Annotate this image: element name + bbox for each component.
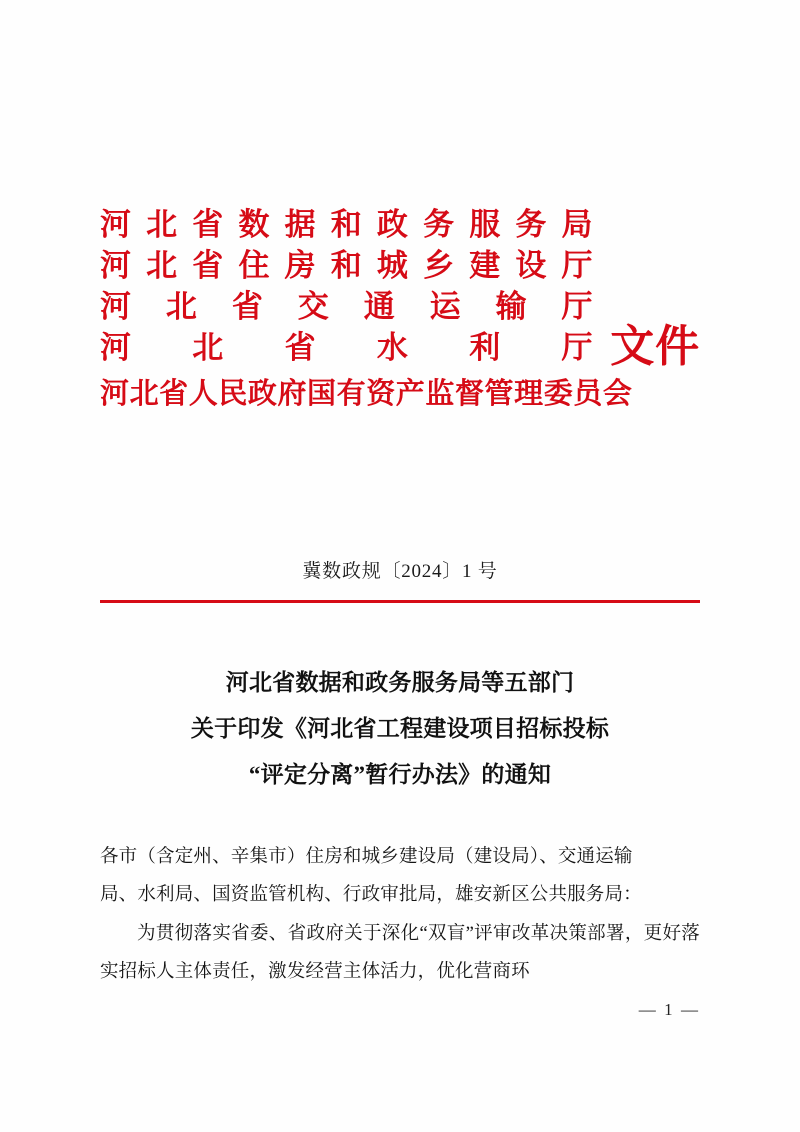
letterhead-document-word: 文件 bbox=[610, 322, 700, 371]
document-title bbox=[100, 660, 700, 798]
title-line-2: 关于印发《河北省工程建设项目招标投标 bbox=[190, 716, 610, 741]
letterhead-agency-2: 河北省住房和城乡建设厅 bbox=[100, 247, 600, 283]
letterhead-agency-3: 河北省交通运输厅 bbox=[100, 288, 600, 324]
letterhead bbox=[0, 205, 800, 413]
recipients-line-1: 各市（含定州、辛集市）住房和城乡建设局（建设局）、交通运输 bbox=[100, 847, 633, 867]
title-line-1: 河北省数据和政务服务局等五部门 bbox=[225, 670, 575, 695]
document-body bbox=[100, 838, 700, 992]
letterhead-agency-4: 河北省水利厅 bbox=[100, 329, 600, 365]
title-line-3: “评定分离”暂行办法》的通知 bbox=[248, 762, 552, 787]
letterhead-agency-5: 河北省人民政府国有资产监督管理委员会 bbox=[100, 377, 633, 410]
letterhead-agency-1: 河北省数据和政务服务局 bbox=[100, 207, 600, 242]
recipients-line-2: 局、水利局、国资监管机构、行政审批局，雄安新区公共服务局： bbox=[100, 885, 642, 906]
page-number: — 1 — bbox=[638, 1000, 700, 1019]
red-divider-rule bbox=[100, 600, 700, 603]
letterhead-agency-list bbox=[100, 205, 700, 413]
document-number: 冀数政规〔2024〕1 号 bbox=[302, 561, 498, 582]
body-paragraph-1: 为贯彻落实省委、省政府关于深化“双盲”评审改革决策部署，更好落实招标人主体责任，激发经营主体活力，优化营商环 bbox=[100, 923, 700, 983]
